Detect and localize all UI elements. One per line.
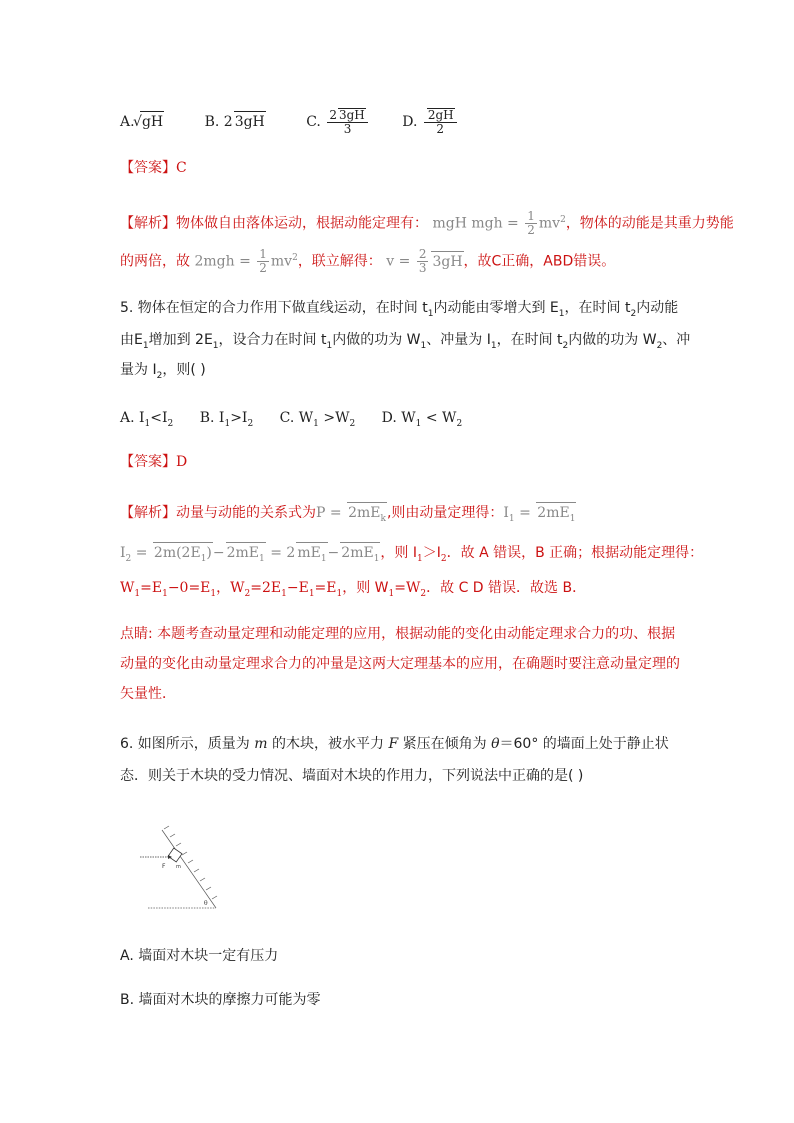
option-d: D. $\frac{2gH}{2}$	[402, 108, 458, 136]
q5-analysis-line3: $W_1=E_1-0=E_1$，$W_2=2E_1-E_1=E_1$，则 $W_1=W_2$．故 C D 错误．故选 B．	[120, 580, 587, 599]
option-c: C. $\frac{2 3gH}{3}$	[306, 108, 370, 136]
comment-line1: 点睛: 本题考查动量定理和动能定理的应用，根据动能的变化由动能定理求合力的功、根据	[120, 626, 676, 642]
q6-line1: 6. 如图所示，质量为 m 的木块，被水平力 F 紧压在倾角为 θ＝60° 的墙面上处于静止状	[120, 736, 669, 752]
comment-line2: 动量的变化由动量定理求合力的冲量是这两大定理基本的应用，在确题时要注意动量定理的	[120, 656, 680, 672]
fig-angle-label: θ	[204, 900, 208, 907]
fig-mass-label: m	[176, 864, 181, 870]
q5-option-a: A. $I_1<I_2$	[120, 410, 174, 429]
q5-option-d: D. $W_1 < W_2$	[381, 410, 463, 429]
option-a: A. √ gH	[120, 111, 164, 132]
q4-analysis-line2: 的两倍，故 2mgh = $\frac{1}{2}$ $mv^2$，联立解得： v = $\frac{2}{3}$ 3gH，故C正确，ABD错误。	[120, 247, 616, 276]
q5-options	[120, 408, 462, 434]
q5-line1: 5. 物体在恒定的合力作用下做直线运动，在时间 $t_1$内动能由零增大到 $E_1$，在时间 $t_2$内动能	[120, 300, 679, 319]
incline-diagram	[140, 822, 230, 912]
q6-option-a: A. 墙面对木块一定有压力	[120, 948, 279, 964]
q5-analysis-line1: 【解析】动量与动能的关系式为$P = 2mE_k$,则由动量定理得：$I_1 = 2mE_1$	[120, 502, 576, 529]
option-b: B. 2 3gH	[205, 111, 266, 132]
q5-answer: 【答案】D	[120, 454, 188, 470]
q4-analysis-line1: 【解析】物体做自由落体运动，根据动能定理有： mgH mgh = $\frac{1}{2}$ $mv^2$，物体的动能是其重力势能	[120, 209, 734, 238]
fig-force-label: F	[162, 863, 166, 870]
q5-line2: 由$E_1$增加到 $2E_1$，设合力在时间 $t_1$内做的功为 $W_1$、冲量为 $I_1$，在时间 $t_2$内做的功为 $W_2$、冲	[120, 332, 691, 351]
q5-line3: 量为 $I_2$，则( )	[120, 362, 206, 381]
comment-line3: 矢量性．	[120, 686, 176, 702]
q4-options	[120, 108, 459, 136]
q6-option-b: B. 墙面对木块的摩擦力可能为零	[120, 992, 321, 1008]
q6-line2: 态．则关于木块的受力情况、墙面对木块的作用力，下列说法中正确的是( )	[120, 768, 584, 784]
q5-option-b: B. $I_1>I_2$	[199, 410, 254, 429]
q5-option-c: C. $W_1 >W_2$	[279, 410, 356, 429]
q5-analysis-line2: $I_2 = 2m(2E_1)- 2mE_1 = 2$ $mE_1- 2mE_1$，则 $I_1>I_2$．故 A 错误，B 正确；根据动能定理得：	[120, 542, 703, 569]
q4-answer: 【答案】C	[120, 160, 187, 176]
